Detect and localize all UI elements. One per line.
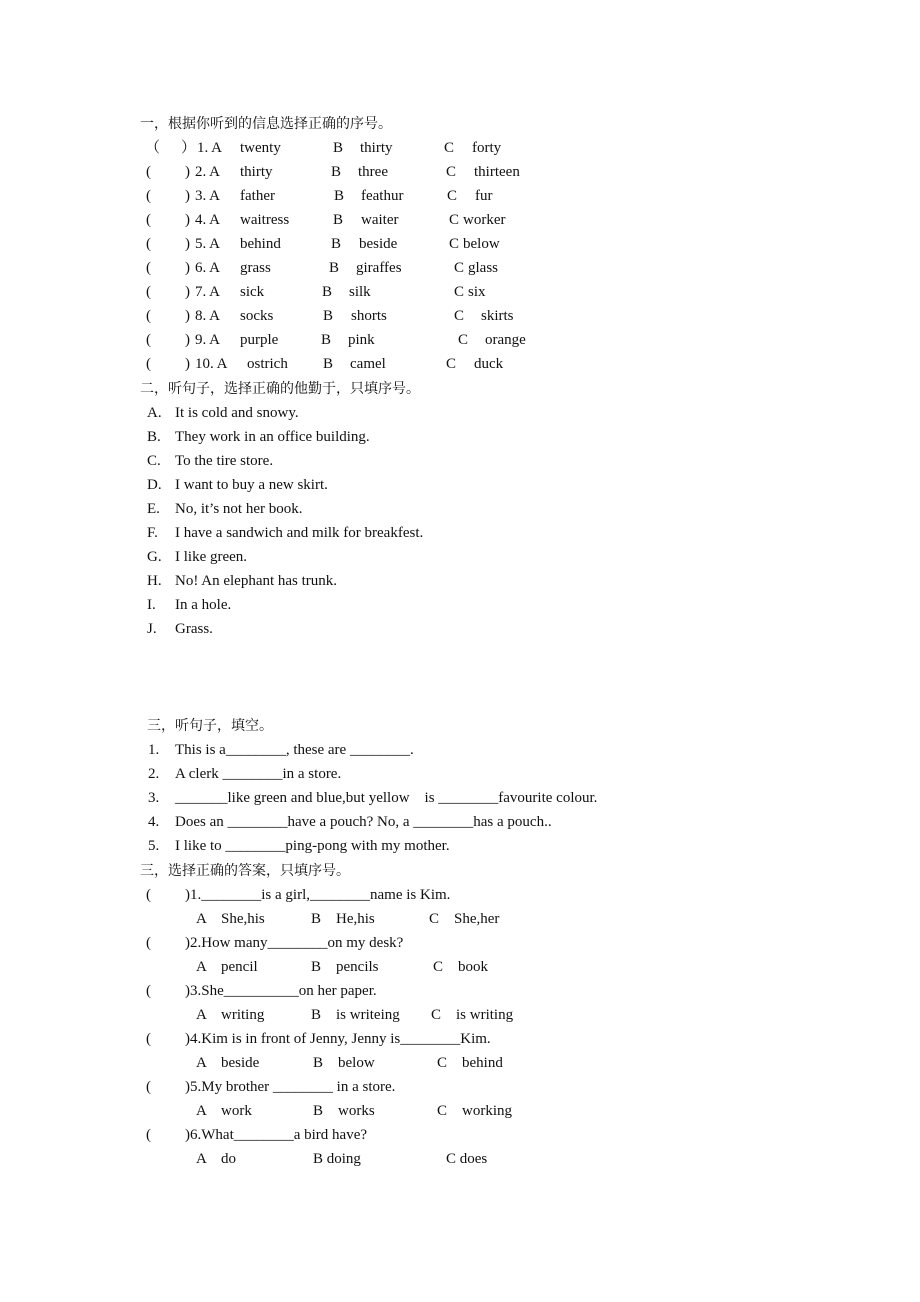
answer-blank-close: ) — [185, 236, 190, 252]
list-item-label: 3. — [148, 790, 160, 806]
answer-blank-close: ) — [185, 212, 190, 228]
option-a: waitress — [240, 212, 290, 228]
option-b: shorts — [351, 308, 387, 324]
option-b-label: B — [323, 356, 334, 372]
option-c: orange — [485, 332, 526, 348]
answer-blank-open: ( — [146, 332, 151, 348]
fill-blank-sentence: I like to ________ping-pong with my mother. — [175, 838, 450, 854]
answer-blank-open: ( — [146, 1031, 151, 1047]
answer-blank-close: ) — [185, 1031, 190, 1047]
option-b: B below — [313, 1055, 375, 1071]
option-c: worker — [463, 212, 506, 228]
option-a: A work — [196, 1103, 252, 1119]
question-text: 3.She__________on her paper. — [190, 983, 377, 999]
option-c-label: C — [444, 140, 455, 156]
option-c-label: C — [447, 188, 458, 204]
option-c-label: C — [449, 212, 460, 228]
option-a: sick — [240, 284, 265, 300]
list-item-label: D. — [147, 477, 162, 493]
answer-blank-close: ) — [185, 935, 190, 951]
option-b: beside — [359, 236, 398, 252]
fill-blank-sentence: This is a________, these are ________. — [175, 742, 414, 758]
list-item-label: H. — [147, 573, 162, 589]
question-number: 6. A — [195, 260, 221, 276]
fill-blank-sentence: A clerk ________in a store. — [175, 766, 342, 782]
option-c: fur — [475, 188, 493, 204]
list-item-label: J. — [147, 621, 157, 637]
answer-blank-close: ) — [185, 1127, 190, 1143]
list-item-text: I like green. — [175, 549, 248, 565]
question-number: 1. A — [197, 140, 223, 156]
option-b: three — [358, 164, 388, 180]
list-item-text: To the tire store. — [175, 453, 274, 469]
option-a: A pencil — [196, 959, 258, 975]
fill-blank-sentence: _______like green and blue,but yellow is ________favourite colour. — [175, 790, 598, 806]
option-c: six — [468, 284, 486, 300]
option-c: duck — [474, 356, 504, 372]
option-a: father — [240, 188, 275, 204]
option-b-label: B — [331, 236, 342, 252]
question-number: 8. A — [195, 308, 221, 324]
option-a: A do — [196, 1151, 237, 1167]
option-c: thirteen — [474, 164, 520, 180]
option-b: thirty — [360, 140, 393, 156]
option-c-label: C — [454, 308, 465, 324]
answer-blank-open: ( — [146, 308, 151, 324]
option-a: thirty — [240, 164, 273, 180]
list-item-text: Grass. — [175, 621, 213, 637]
option-c: C does — [446, 1151, 488, 1167]
question-number: 3. A — [195, 188, 221, 204]
answer-blank-open: ( — [146, 356, 151, 372]
answer-blank-close: ) — [185, 260, 190, 276]
option-c: C is writing — [431, 1007, 514, 1023]
option-b-label: B — [333, 212, 344, 228]
option-a: behind — [240, 236, 281, 252]
option-c: C She,her — [429, 911, 500, 927]
answer-blank-close: ) — [185, 284, 190, 300]
answer-blank-open: ( — [146, 236, 151, 252]
option-b: pink — [348, 332, 375, 348]
option-c: C book — [433, 959, 489, 975]
option-a: purple — [240, 332, 279, 348]
answer-blank-open: ( — [146, 188, 151, 204]
question-number: 4. A — [195, 212, 221, 228]
option-b: camel — [350, 356, 386, 372]
option-c-label: C — [446, 356, 457, 372]
answer-blank-open: ( — [146, 284, 151, 300]
option-c: forty — [472, 140, 502, 156]
option-a: socks — [240, 308, 274, 324]
question-number: 9. A — [195, 332, 221, 348]
option-b: giraffes — [356, 260, 402, 276]
option-b-label: B — [322, 284, 333, 300]
option-c: C working — [437, 1103, 512, 1119]
list-item-text: I want to buy a new skirt. — [175, 477, 328, 493]
list-item-text: No! An elephant has trunk. — [175, 573, 338, 589]
option-b: waiter — [361, 212, 399, 228]
option-b: B works — [313, 1103, 375, 1119]
answer-blank-close: ） — [181, 140, 197, 156]
answer-blank-open: ( — [146, 887, 151, 903]
answer-blank-close: ) — [185, 983, 190, 999]
option-b: B doing — [313, 1151, 361, 1167]
option-a: A She,his — [196, 911, 265, 927]
option-b-label: B — [329, 260, 340, 276]
list-item-label: C. — [147, 453, 161, 469]
question-text: 1.________is a girl,________name is Kim. — [190, 887, 451, 903]
list-item-label: 5. — [148, 838, 160, 854]
question-text: 4.Kim is in front of Jenny, Jenny is________Kim. — [190, 1031, 491, 1047]
answer-blank-open: ( — [146, 983, 151, 999]
list-item-label: I. — [147, 597, 156, 613]
option-c-label: C — [458, 332, 469, 348]
option-c: skirts — [481, 308, 514, 324]
answer-blank-open: ( — [146, 1079, 151, 1095]
question-number: 2. A — [195, 164, 221, 180]
answer-blank-open: ( — [146, 935, 151, 951]
list-item-text: In a hole. — [175, 597, 232, 613]
answer-blank-close: ) — [185, 887, 190, 903]
option-c: below — [463, 236, 500, 252]
option-b-label: B — [331, 164, 342, 180]
section1-heading: 一，根据你听到的信息选择正确的序号。 — [140, 116, 392, 132]
option-c-label: C — [446, 164, 457, 180]
fill-blank-sentence: Does an ________have a pouch? No, a ________has a pouch.. — [175, 814, 552, 830]
option-a: twenty — [240, 140, 281, 156]
option-b-label: B — [323, 308, 334, 324]
answer-blank-close: ) — [185, 356, 190, 372]
question-text: 6.What________a bird have? — [190, 1127, 368, 1143]
question-text: 5.My brother ________ in a store. — [190, 1079, 396, 1095]
answer-blank-open: （ — [145, 140, 161, 156]
answer-blank-open: ( — [146, 1127, 151, 1143]
section2-heading: 二，听句子，选择正确的他勤于，只填序号。 — [140, 381, 420, 397]
answer-blank-close: ) — [185, 188, 190, 204]
list-item-label: F. — [147, 525, 158, 541]
option-c: C behind — [437, 1055, 503, 1071]
option-a: ostrich — [247, 356, 288, 372]
option-b: B He,his — [311, 911, 375, 927]
option-a: grass — [240, 260, 271, 276]
option-c-label: C — [449, 236, 460, 252]
list-item-label: A. — [147, 405, 162, 421]
option-a: A writing — [196, 1007, 265, 1023]
list-item-label: G. — [147, 549, 162, 565]
option-a: A beside — [196, 1055, 260, 1071]
list-item-label: E. — [147, 501, 160, 517]
answer-blank-open: ( — [146, 212, 151, 228]
list-item-label: 1. — [148, 742, 160, 758]
option-b-label: B — [333, 140, 344, 156]
answer-blank-close: ) — [185, 164, 190, 180]
question-text: 2.How many________on my desk? — [190, 935, 404, 951]
list-item-label: 2. — [148, 766, 160, 782]
option-b-label: B — [321, 332, 332, 348]
section3-heading: 三，听句子，填空。 — [147, 718, 273, 734]
option-b: B is writeing — [311, 1007, 400, 1023]
list-item-text: I have a sandwich and milk for breakfest. — [175, 525, 424, 541]
list-item-text: They work in an office building. — [175, 429, 370, 445]
section4-heading: 三，选择正确的答案，只填序号。 — [140, 863, 350, 879]
answer-blank-close: ) — [185, 1079, 190, 1095]
option-c-label: C — [454, 260, 465, 276]
list-item-text: It is cold and snowy. — [175, 405, 299, 421]
option-b: silk — [349, 284, 371, 300]
option-c-label: C — [454, 284, 465, 300]
question-number: 5. A — [195, 236, 221, 252]
list-item-label: B. — [147, 429, 161, 445]
list-item-text: No, it’s not her book. — [175, 501, 303, 517]
option-c: glass — [468, 260, 498, 276]
option-b: B pencils — [311, 959, 379, 975]
answer-blank-close: ) — [185, 308, 190, 324]
question-number: 7. A — [195, 284, 221, 300]
answer-blank-close: ) — [185, 332, 190, 348]
list-item-label: 4. — [148, 814, 160, 830]
option-b: feathur — [361, 188, 404, 204]
answer-blank-open: ( — [146, 260, 151, 276]
option-b-label: B — [334, 188, 345, 204]
answer-blank-open: ( — [146, 164, 151, 180]
question-number: 10. A — [195, 356, 228, 372]
